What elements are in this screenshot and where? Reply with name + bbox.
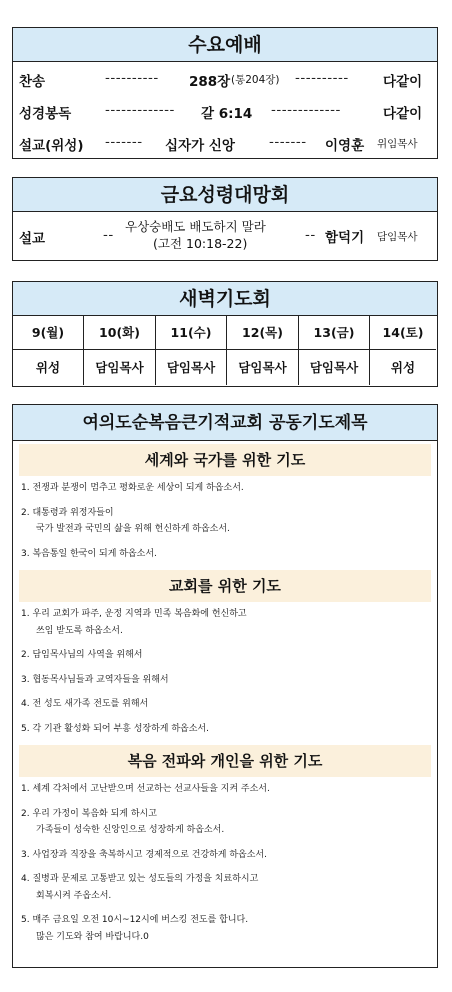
day-leader: 담임목사 xyxy=(84,350,156,385)
section-heading-gospel: 복음 전파와 개인을 위한 기도 xyxy=(19,745,431,777)
row-label: 설교(위성) xyxy=(19,138,84,154)
prayer-item: 3. 복음통일 한국이 되게 하옵소서. xyxy=(21,548,157,559)
prayer-topics-box xyxy=(12,404,438,968)
prayer-item: 4. 질병과 문제로 고통받고 있는 성도들의 가정을 치료하시고 회복시켜 주옵소서. xyxy=(21,874,259,901)
section-items-gospel xyxy=(13,777,437,945)
day-header: 11(수) xyxy=(156,316,227,350)
prayer-item: 3. 협동목사님들과 교역자들을 위해서 xyxy=(21,674,169,685)
day-leader: 담임목사 xyxy=(299,350,370,385)
row-label: 설교 xyxy=(19,231,46,247)
day-leader: 담임목사 xyxy=(227,350,299,385)
row-dash: ------------- xyxy=(105,102,175,118)
scripture-ref: 갈 6:14 xyxy=(201,106,253,122)
sermon-scripture: (고전 10:18-22) xyxy=(153,236,248,251)
row-dash: ------- xyxy=(105,134,143,150)
sermon-title: 우상숭배도 배도하지 말라 xyxy=(125,219,266,234)
day-header: 10(화) xyxy=(84,316,156,350)
row-dash: ---------- xyxy=(295,70,349,86)
service-row-hymn xyxy=(13,62,437,94)
sermon-title: 십자가 신앙 xyxy=(165,138,235,154)
section-items-church xyxy=(13,602,437,737)
row-label: 찬송 xyxy=(19,74,46,90)
row-person: 함덕기 xyxy=(325,230,365,246)
row-dash: ---------- xyxy=(105,70,159,86)
service-row-sermon xyxy=(13,126,437,158)
prayer-item: 1. 세계 각처에서 고난받으며 선교하는 선교사들을 지켜 주소서. xyxy=(21,784,270,794)
day-header: 14(토) xyxy=(370,316,436,350)
friday-service-box xyxy=(12,177,438,261)
day-header: 9(월) xyxy=(13,316,84,350)
prayer-item: 3. 사업장과 직장을 축복하시고 경제적으로 건강하게 하옵소서. xyxy=(21,849,267,860)
row-dash: ------------- xyxy=(271,102,341,118)
day-leader: 위성 xyxy=(390,360,416,375)
prayer-item: 1. 우리 교회가 파주, 운정 지역과 민족 복음화에 헌신하고 쓰임 받도록 하옵소서. xyxy=(21,609,247,636)
prayer-item: 5. 각 기관 활성화 되어 부흥 성장하게 하옵소서. xyxy=(21,723,209,734)
prayer-item: 2. 대통령과 위정자들이 국가 발전과 국민의 삶을 위해 헌신하게 하옵소서. xyxy=(21,507,230,534)
section-heading-nation: 세계와 국가를 위한 기도 xyxy=(19,444,431,476)
prayer-topics-title: 여의도순복음큰기적교회 공동기도제목 xyxy=(13,405,437,441)
service-row-reading xyxy=(13,94,437,126)
hymn-note: (통204장) xyxy=(231,74,280,86)
friday-service-title: 금요성령대망회 xyxy=(13,178,437,212)
prayer-item: 1. 전쟁과 분쟁이 멈추고 평화로운 세상이 되게 하옵소서. xyxy=(21,483,244,493)
friday-sermon-row xyxy=(13,212,437,260)
row-person: 다같이 xyxy=(383,106,423,122)
dawn-prayer-title: 새벽기도회 xyxy=(13,282,437,316)
day-header: 13(금) xyxy=(299,316,370,350)
section-items-nation xyxy=(13,476,437,562)
prayer-item: 2. 담임목사님의 사역을 위해서 xyxy=(21,650,143,660)
day-leader: 담임목사 xyxy=(156,350,227,385)
prayer-item: 5. 매주 금요일 오전 10시~12시에 버스킹 전도를 합니다. 많은 기도와 참여 바랍니다.0 xyxy=(21,915,249,942)
day-leader: 위성 xyxy=(13,350,84,385)
row-role: 위임목사 xyxy=(377,138,418,150)
day-header: 12(목) xyxy=(227,316,299,350)
row-role: 담임목사 xyxy=(377,231,418,243)
row-person: 다같이 xyxy=(383,74,423,90)
dawn-schedule-table xyxy=(13,316,437,385)
row-label: 성경봉독 xyxy=(19,106,72,122)
hymn-number: 288장 xyxy=(189,74,231,90)
row-dash: -- xyxy=(103,227,114,243)
wednesday-service-box xyxy=(12,27,438,159)
prayer-item: 2. 우리 가정이 복음화 되게 하시고 가족들이 성숙한 신앙인으로 성장하게 하옵소서. xyxy=(21,808,225,835)
dawn-prayer-box xyxy=(12,281,438,387)
section-heading-church: 교회를 위한 기도 xyxy=(19,570,431,602)
row-person: 이영훈 xyxy=(325,138,365,154)
row-dash: ------- xyxy=(269,134,307,150)
wednesday-service-title: 수요예배 xyxy=(13,28,437,62)
row-dash: -- xyxy=(305,227,316,243)
prayer-item: 4. 전 성도 새가족 전도를 위해서 xyxy=(21,699,149,709)
